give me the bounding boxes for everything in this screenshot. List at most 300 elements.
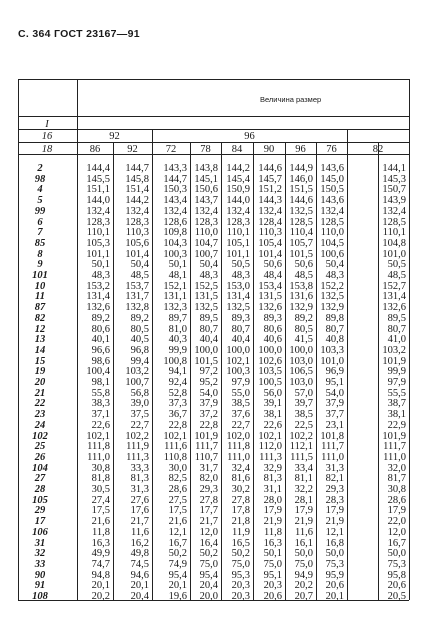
row-label-i: I <box>45 119 49 130</box>
table-cell: 132,4 <box>163 205 187 217</box>
table-cell: 102,2 <box>289 430 313 442</box>
table-cell: 23,1 <box>325 419 344 431</box>
table-cell: 153,4 <box>258 280 282 292</box>
table-cell: 111,0 <box>87 451 110 463</box>
table-cell: 106,5 <box>289 366 313 378</box>
table-cell: 96,6 <box>91 344 110 356</box>
table-cell: 22,6 <box>263 419 282 431</box>
table-cell: 50,5 <box>231 259 250 271</box>
table-cell: 41,0 <box>387 334 406 346</box>
table-cell: 101,4 <box>125 248 149 260</box>
table-cell: 101,0 <box>320 355 344 367</box>
table-cell: 111,0 <box>321 451 344 463</box>
table-cell: 50,0 <box>294 548 313 560</box>
table-cell: 89,2 <box>130 312 149 324</box>
table-cell: 20,7 <box>294 591 313 602</box>
table-cell: 144,9 <box>289 163 313 174</box>
table-cell: 80,5 <box>294 323 313 335</box>
table-cell: 144,2 <box>226 163 250 174</box>
table-cell: 41,5 <box>294 334 313 346</box>
table-cell: 49,9 <box>91 548 110 560</box>
table-cell: 20,6 <box>387 580 406 592</box>
table-cell: 152,1 <box>163 280 187 292</box>
table-cell: 132,3 <box>163 302 187 314</box>
table-cell: 132,9 <box>289 302 313 314</box>
table-cell: 94,6 <box>130 569 149 581</box>
table-cell: 143,8 <box>194 163 218 174</box>
table-cell: 145,8 <box>125 173 149 185</box>
table-cell: 145,1 <box>194 173 218 185</box>
table-cell: 103,2 <box>125 366 149 378</box>
table-cell: 111,8 <box>87 441 110 453</box>
table-cell: 17,7 <box>199 505 218 517</box>
table-cell: 144,1 <box>382 163 406 174</box>
table-cell: 37,2 <box>199 409 218 421</box>
table-cell: 132,6 <box>258 302 282 314</box>
table-cell: 103,0 <box>289 355 313 367</box>
table-cell: 100,3 <box>163 248 187 260</box>
table-cell: 81,8 <box>91 473 110 485</box>
table-cell: 128,4 <box>258 216 282 228</box>
table-cell: 144,4 <box>86 163 110 174</box>
table-cell: 22,8 <box>168 419 187 431</box>
table-cell: 81,3 <box>263 473 282 485</box>
table-cell: 20,0 <box>199 591 218 602</box>
table-cell: 104,7 <box>194 237 218 249</box>
table-cell: 97,9 <box>231 377 250 388</box>
table-cell: 95,3 <box>231 569 250 581</box>
table-cell: 102,2 <box>125 430 149 442</box>
table-cell: 50,4 <box>199 259 218 271</box>
table-cell: 20,6 <box>325 580 344 592</box>
table-cell: 132,4 <box>86 205 110 217</box>
table-cell: 31,1 <box>263 484 282 495</box>
row-number: 101 <box>32 270 48 281</box>
table-cell: 104,3 <box>163 237 187 249</box>
table-cell: 128,6 <box>163 216 187 228</box>
table-cell: 110,7 <box>194 451 218 463</box>
table-cell: 89,8 <box>325 312 344 324</box>
table-cell: 89,2 <box>294 312 313 324</box>
table-cell: 40,5 <box>130 334 149 346</box>
table-cell: 30,8 <box>91 462 110 474</box>
table-cell: 128,3 <box>86 216 110 228</box>
table-cell: 16,5 <box>231 537 250 549</box>
table-cell: 111,7 <box>321 441 344 453</box>
table-cell: 40,6 <box>263 334 282 346</box>
table-cell: 111,6 <box>164 441 187 453</box>
table-cell: 94,1 <box>168 366 187 378</box>
row-number: 11 <box>35 291 45 303</box>
row-number: 90 <box>34 569 46 581</box>
table-cell: 132,5 <box>320 291 344 303</box>
table-cell: 132,4 <box>320 205 344 217</box>
table-cell: 48,3 <box>91 270 110 281</box>
row-number: 91 <box>34 580 46 592</box>
table-cell: 56,0 <box>263 387 282 399</box>
table-cell: 81,1 <box>294 473 313 485</box>
row18-value: 96 <box>295 144 306 155</box>
table-cell: 56,8 <box>130 387 149 399</box>
table-cell: 143,6 <box>320 163 344 174</box>
table-cell: 74,5 <box>130 558 149 570</box>
table-cell: 32,0 <box>387 462 406 474</box>
table-cell: 38,5 <box>231 398 250 410</box>
row-number: 15 <box>34 355 46 367</box>
table-cell: 110,3 <box>258 227 282 239</box>
table-cell: 103,2 <box>382 344 406 356</box>
table-cell: 55,8 <box>91 387 110 399</box>
row-number: 104 <box>32 462 48 474</box>
table-cell: 80,6 <box>91 323 110 335</box>
row-number: 24 <box>34 419 46 431</box>
table-cell: 89,7 <box>168 312 187 324</box>
table-cell: 100,0 <box>194 344 218 356</box>
table-cell: 31,3 <box>325 462 344 474</box>
table-cell: 17,5 <box>91 505 110 517</box>
row-number: 8 <box>37 248 43 260</box>
table-cell: 100,7 <box>125 377 149 388</box>
row-number: 4 <box>37 184 43 196</box>
table-cell: 103,3 <box>320 344 344 356</box>
table-cell: 89,3 <box>231 312 250 324</box>
table-cell: 151,1 <box>86 184 110 196</box>
table-cell: 110,1 <box>86 227 110 239</box>
table-cell: 16,8 <box>325 537 344 549</box>
table-cell: 17,6 <box>130 505 149 517</box>
table-cell: 144,0 <box>226 195 250 207</box>
table-cell: 50,1 <box>168 259 187 271</box>
table-cell: 20,3 <box>231 591 250 602</box>
table-cell: 74,7 <box>91 558 110 570</box>
row18-value: 76 <box>326 144 337 155</box>
table-cell: 132,6 <box>382 302 406 314</box>
table-cell: 100,3 <box>226 366 250 378</box>
row-number: 20 <box>34 377 46 388</box>
table-cell: 145,0 <box>320 173 344 185</box>
table-cell: 145,3 <box>382 173 406 185</box>
table-cell: 111,7 <box>195 441 218 453</box>
table-cell: 110,8 <box>163 451 187 463</box>
table-cell: 132,8 <box>125 302 149 314</box>
table-cell: 153,8 <box>289 280 313 292</box>
table-cell: 21,9 <box>325 516 344 528</box>
table-cell: 152,7 <box>382 280 406 292</box>
table-cell: 95,4 <box>199 569 218 581</box>
table-cell: 38,5 <box>294 409 313 421</box>
table-cell: 20,3 <box>263 580 282 592</box>
table-cell: 75,0 <box>231 558 250 570</box>
table-cell: 16,7 <box>387 537 406 549</box>
table-cell: 37,1 <box>91 409 110 421</box>
table-cell: 150,5 <box>320 184 344 196</box>
table-cell: 80,7 <box>325 323 344 335</box>
table-cell: 132,4 <box>125 205 149 217</box>
table-cell: 132,4 <box>194 205 218 217</box>
row-number: 2 <box>37 163 43 174</box>
table-cell: 110,1 <box>226 227 250 239</box>
table-cell: 143,4 <box>163 195 187 207</box>
row-number: 19 <box>34 366 46 378</box>
table-cell: 100,5 <box>258 377 282 388</box>
table-cell: 103,0 <box>289 377 313 388</box>
table-cell: 132,5 <box>194 302 218 314</box>
table-cell: 150,7 <box>382 184 406 196</box>
table-cell: 50,6 <box>263 259 282 271</box>
table-cell: 40,3 <box>168 334 187 346</box>
table-cell: 22,8 <box>199 419 218 431</box>
table-cell: 112,0 <box>258 441 282 453</box>
row-number: 17 <box>34 516 46 528</box>
table-right-rule <box>409 79 410 600</box>
table-cell: 151,5 <box>289 184 313 196</box>
table-cell: 110,3 <box>125 227 149 239</box>
table-cell: 110,1 <box>382 227 406 239</box>
row-number: 98 <box>34 173 46 185</box>
table-cell: 75,3 <box>387 558 406 570</box>
table-cell: 16,4 <box>199 537 218 549</box>
table-cell: 111,9 <box>126 441 149 453</box>
table-cell: 100,0 <box>258 344 282 356</box>
table-cell: 48,5 <box>387 270 406 281</box>
table-cell: 22,9 <box>387 419 406 431</box>
table-cell: 50,2 <box>168 548 187 560</box>
table-cell: 31,3 <box>130 484 149 495</box>
table-cell: 101,1 <box>226 248 250 260</box>
table-cell: 27,8 <box>199 494 218 506</box>
table-cell: 20,1 <box>325 591 344 602</box>
row18-value: 78 <box>200 144 211 155</box>
table-cell: 39,1 <box>263 398 282 410</box>
table-cell: 55,5 <box>387 387 406 399</box>
table-cell: 27,6 <box>130 494 149 506</box>
table-cell: 48,5 <box>294 270 313 281</box>
table-cell: 111,3 <box>126 451 149 463</box>
table-cell: 40,4 <box>199 334 218 346</box>
table-cell: 21,7 <box>199 516 218 528</box>
table-cell: 54,0 <box>199 387 218 399</box>
table-cell: 20,2 <box>91 591 110 602</box>
table-cell: 128,5 <box>382 216 406 228</box>
row-number: 21 <box>34 387 46 399</box>
table-cell: 95,1 <box>263 569 282 581</box>
table-cell: 110,0 <box>320 227 344 239</box>
table-cell: 33,4 <box>294 462 313 474</box>
table-cell: 132,4 <box>382 205 406 217</box>
table-cell: 111,0 <box>383 451 406 463</box>
row18-value: 86 <box>89 144 101 155</box>
table-cell: 30,5 <box>91 484 110 495</box>
table-cell: 11,8 <box>264 526 282 538</box>
table-cell: 92,4 <box>168 377 187 388</box>
table-cell: 104,8 <box>382 237 406 249</box>
table-cell: 131,5 <box>258 291 282 303</box>
row-number: 29 <box>34 505 46 517</box>
table-cell: 146,0 <box>289 173 313 185</box>
table-cell: 38,7 <box>387 398 406 410</box>
table-cell: 105,3 <box>86 237 110 249</box>
row-number: 23 <box>34 409 46 421</box>
table-cell: 100,0 <box>226 344 250 356</box>
table-cell: 99,9 <box>387 366 406 378</box>
table-cell: 132,4 <box>258 205 282 217</box>
row-number: 102 <box>32 430 48 442</box>
table-cell: 102,6 <box>258 355 282 367</box>
table-cell: 131,4 <box>226 291 250 303</box>
row-number: 12 <box>34 323 46 335</box>
table-cell: 74,9 <box>168 558 187 570</box>
table-cell: 131,4 <box>86 291 110 303</box>
table-cell: 48,5 <box>130 270 149 281</box>
table-cell: 40,4 <box>231 334 250 346</box>
table-cell: 143,6 <box>320 195 344 207</box>
table-cell: 50,4 <box>130 259 149 271</box>
table-cell: 30,8 <box>387 484 406 495</box>
table-cell: 40,1 <box>91 334 110 346</box>
table-cell: 89,5 <box>199 312 218 324</box>
table-cell: 12,1 <box>168 526 187 538</box>
row-number: 33 <box>34 558 46 570</box>
table-cell: 20,1 <box>168 580 187 592</box>
table-cell: 95,9 <box>325 569 344 581</box>
table-cell: 101,9 <box>194 430 218 442</box>
table-cell: 27,5 <box>168 494 187 506</box>
page-header: С. 364 ГОСТ 23167—91 <box>18 28 140 40</box>
table-cell: 131,5 <box>194 291 218 303</box>
table-cell: 101,8 <box>320 430 344 442</box>
table-cell: 30,2 <box>231 484 250 495</box>
row-number: 31 <box>34 537 46 549</box>
table-cell: 50,2 <box>231 548 250 560</box>
table-cell: 104,5 <box>320 237 344 249</box>
row-number: 27 <box>34 473 46 485</box>
row-number: 32 <box>34 548 46 560</box>
table-cell: 75,0 <box>263 558 282 570</box>
table-cell: 81,0 <box>168 323 187 335</box>
table-cell: 19,6 <box>168 591 187 602</box>
row18-value: 90 <box>263 144 275 155</box>
table-cell: 31,7 <box>199 462 218 474</box>
table-cell: 151,2 <box>258 184 282 196</box>
table-cell: 52,8 <box>168 387 187 399</box>
table-cell: 105,1 <box>226 237 250 249</box>
table-cell: 17,9 <box>387 505 406 517</box>
table-cell: 37,6 <box>231 409 250 421</box>
table-cell: 152,5 <box>194 280 218 292</box>
table-cell: 75,3 <box>325 558 344 570</box>
row-number: 10 <box>34 280 46 292</box>
table-cell: 20,5 <box>387 591 406 602</box>
table-cell: 82,5 <box>168 473 187 485</box>
table-cell: 20,4 <box>199 580 218 592</box>
row-number: 7 <box>37 227 43 239</box>
table-cell: 12,0 <box>387 526 406 538</box>
table-cell: 128,5 <box>320 216 344 228</box>
table-cell: 101,5 <box>289 248 313 260</box>
table-cell: 28,6 <box>387 494 406 506</box>
table-cell: 29,3 <box>325 484 344 495</box>
table-cell: 17,9 <box>325 505 344 517</box>
table-cell: 94,8 <box>91 569 110 581</box>
table-cell: 16,1 <box>294 537 313 549</box>
table-cell: 22,5 <box>294 419 313 431</box>
table-cell: 75,0 <box>199 558 218 570</box>
table-cell: 50,6 <box>294 259 313 271</box>
table-cell: 109,8 <box>163 227 187 239</box>
table-cell: 111,0 <box>227 451 250 463</box>
table-cell: 132,5 <box>226 302 250 314</box>
table-cell: 143,3 <box>163 163 187 174</box>
table-cell: 20,1 <box>91 580 110 592</box>
table-cell: 37,5 <box>130 409 149 421</box>
row-number: 6 <box>37 216 43 228</box>
table-cell: 95,1 <box>325 377 344 388</box>
row-number: 22 <box>34 398 46 410</box>
table-cell: 143,7 <box>194 195 218 207</box>
table-cell: 38,1 <box>263 409 282 421</box>
table-cell: 95,4 <box>168 569 187 581</box>
row-number: 9 <box>37 259 43 271</box>
table-cell: 153,0 <box>226 280 250 292</box>
table-cell: 105,7 <box>289 237 313 249</box>
row-number: 25 <box>34 441 46 453</box>
table-cell: 17,9 <box>294 505 313 517</box>
table-cell: 50,0 <box>325 548 344 560</box>
table-cell: 50,2 <box>199 548 218 560</box>
table-cell: 95,2 <box>199 377 218 388</box>
table-cell: 98,1 <box>91 377 110 388</box>
table-cell: 75,0 <box>294 558 313 570</box>
row-number: 5 <box>37 195 43 207</box>
table-cell: 28,0 <box>263 494 282 506</box>
row18-value: 84 <box>231 144 243 155</box>
table-cell: 101,9 <box>382 355 406 367</box>
table-cell: 50,5 <box>387 259 406 271</box>
table-cell: 131,4 <box>382 291 406 303</box>
row-label-16: 16 <box>41 131 53 142</box>
table-cell: 131,6 <box>289 291 313 303</box>
table-cell: 144,6 <box>258 163 282 174</box>
row-number: 108 <box>32 591 48 602</box>
table-cell: 12,1 <box>325 526 344 538</box>
table-cell: 21,9 <box>294 516 313 528</box>
table-cell: 102,1 <box>163 430 187 442</box>
table-cell: 96,9 <box>325 366 344 378</box>
row-number: 13 <box>34 334 46 346</box>
table-cell: 27,4 <box>91 494 110 506</box>
table-cell: 98,6 <box>91 355 110 367</box>
table-cell: 80,6 <box>263 323 282 335</box>
table-cell: 20,1 <box>130 580 149 592</box>
table-cell: 80,7 <box>387 323 406 335</box>
table-cell: 128,5 <box>289 216 313 228</box>
table-cell: 105,4 <box>258 237 282 249</box>
table-cell: 57,0 <box>294 387 313 399</box>
table-cell: 82,0 <box>199 473 218 485</box>
table-left-rule <box>18 79 19 600</box>
table-cell: 80,5 <box>130 323 149 335</box>
table-cell: 11,8 <box>92 526 110 538</box>
table-cell: 16,2 <box>130 537 149 549</box>
table-cell: 99,4 <box>130 355 149 367</box>
table-cell: 97,2 <box>199 366 218 378</box>
table-cell: 132,4 <box>226 205 250 217</box>
table-cell: 48,3 <box>231 270 250 281</box>
table-cell: 16,3 <box>263 537 282 549</box>
table-cell: 144,0 <box>86 195 110 207</box>
table-cell: 145,7 <box>258 173 282 185</box>
table-cell: 22,7 <box>231 419 250 431</box>
